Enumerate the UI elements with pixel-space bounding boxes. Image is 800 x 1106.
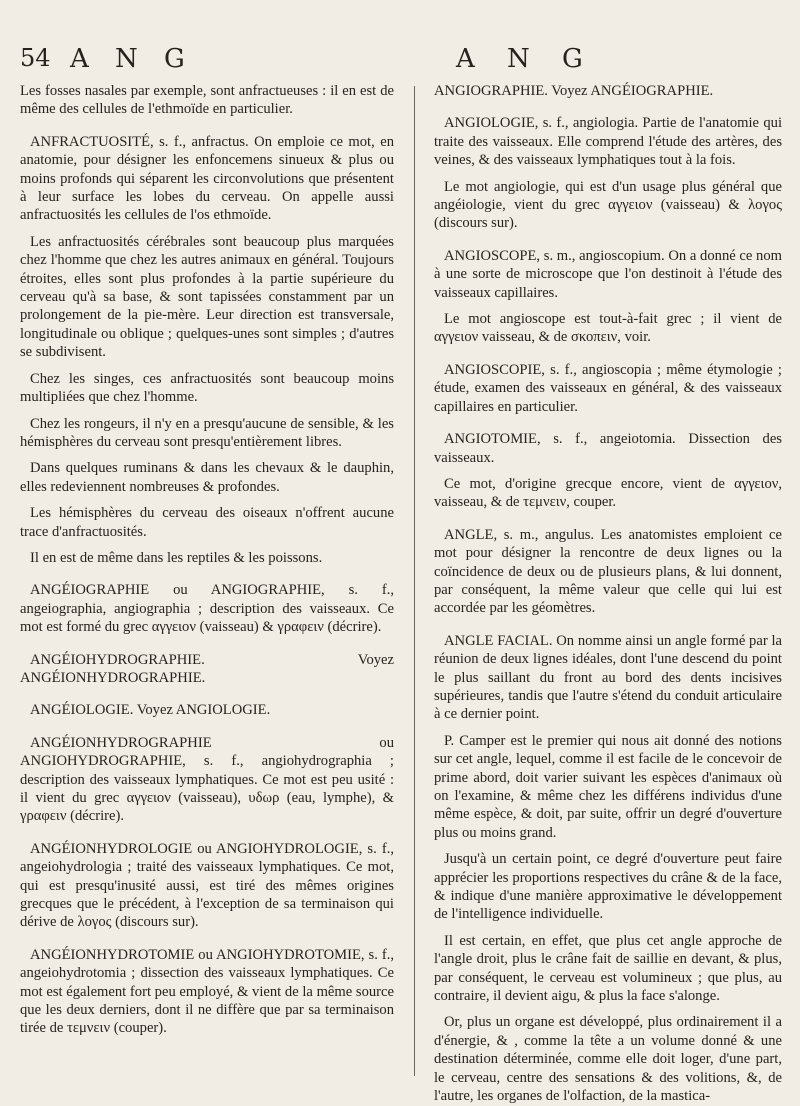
entry-angiologie: ANGIOLOGIE, s. f., angiologia. Partie de l'anatomie qui traite des vaisseaux. Elle comprend l'étude des artères, des veines, & des vaisseaux lymphatiques tout à la fois.: [434, 115, 782, 169]
entry-angeionhydrotomie: ANGÉIONHYDROTOMIE ou ANGIOHYDROTOMIE, s. f., angeiohydrotomia ; dissection des vaisseaux lymphatiques. Ce mot est également fort peu employé, & vient de la même source que les deux derniers, dont il ne diffère que par sa terminaison tirée de τεμνειν (couper).: [20, 946, 394, 1037]
left-paragraph-5: Chez les rongeurs, il n'y en a presqu'aucune de sensible, & les hémisphères du cerveau sont presqu'entièrement libres.: [20, 415, 394, 450]
entry-angeiohydrographie: ANGÉIOHYDROGRAPHIE. Voyez ANGÉIONHYDROGRAPHIE.: [20, 651, 394, 686]
right-paragraph-13: Il est certain, en effet, que plus cet angle approche de l'angle droit, plus le crâne fait de saillie en devant, & plus, par conséquent, le cerveau est volumineux ; que plus, au contraire, il devient aigu, & plus la face s'alonge.: [434, 932, 782, 1005]
running-head-right: A N G: [456, 44, 595, 74]
left-column: [20, 82, 394, 1082]
entry-angeionhydrographie: ANGÉIONHYDROGRAPHIE ou ANGIOHYDROGRAPHIE, s. f., angiohydrographia ; description des vaisseaux lymphatiques. Ce mot est peu usité : il vient du grec αγγειον (vaisseau), υδωρ (eau, lymphe), & γραφειν (décrire).: [20, 734, 394, 825]
entry-angle-facial: ANGLE FACIAL. On nomme ainsi un angle formé par la réunion de deux lignes idéales, dont l'une descend du point le plus saillant du front au bord des dents incisives supérieures, tandis que l'autre s'étend du conduit articulaire à ce dernier point.: [434, 632, 782, 723]
entry-angle: ANGLE, s. m., angulus. Les anatomistes emploient ce mot pour désigner la rencontre de deux lignes ou la coïncidence de deux ou de plusieurs plans, & lui donnent, par conséquent, la même valeur que celle qui lui est accordée par les géomètres.: [434, 526, 782, 617]
entry-angeiographie: ANGÉIOGRAPHIE ou ANGIOGRAPHIE, s. f., angeiographia, angiographia ; description des vaisseaux. Ce mot est formé du grec αγγειον (vaisseau) & γραφειν (décrire).: [20, 582, 394, 636]
right-paragraph-8: Ce mot, d'origine grecque encore, vient de αγγειον, vaisseau, & de τεμνειν, couper.: [434, 475, 782, 511]
left-paragraph-4: Chez les singes, ces anfractuosités sont beaucoup moins multipliées que chez l'homme.: [20, 370, 394, 406]
entry-angioscope: ANGIOSCOPE, s. m., angioscopium. On a donné ce nom à une sorte de microscope que l'on destinoit à l'étude des vaisseaux capillaires.: [434, 247, 782, 301]
right-paragraph-11: P. Camper est le premier qui nous ait donné des notions sur cet angle, lequel, comme il est facile de le concevoir de prime abord, doit varier suivant les espèces d'animaux où on l'examine, & même chez les différens individus d'une même espèce, & doit, par suite, offrir un degré d'ouverture plus ou moins grand.: [434, 732, 782, 841]
left-paragraph-1: Les fosses nasales par exemple, sont anfractueuses : il en est de même des cellules de l'ethmoïde en particulier.: [20, 83, 394, 118]
entry-anfractuosite: ANFRACTUOSITÉ, s. f., anfractus. On emploie ce mot, en anatomie, pour désigner les enfoncemens sinueux & plus ou moins profonds qui séparent les circonvolutions que présentent à leur surface les lobes du cerveau. On appelle aussi anfractuosités les cellules de l'os ethmoïde.: [20, 133, 394, 224]
left-paragraph-8: Il en est de même dans les reptiles & les poissons.: [30, 549, 323, 566]
left-paragraph-3: Les anfractuosités cérébrales sont beaucoup plus marquées chez l'homme que chez les autres animaux en général. Toujours étroites, elles sont plus profondes à la partie supérieure du cerveau qu'à sa base, & sont tapissées constamment par un prolongement de la pie-mère. Leur direction est transversale, longitudinale ou oblique ; quelques-unes sont simples ; d'autres se subdivisent.: [20, 233, 394, 361]
entry-angeionhydrologie: ANGÉIONHYDROLOGIE ou ANGIOHYDROLOGIE, s. f., angeiohydrologia ; traité des vaisseaux lymphatiques. Ce mot, qui est presqu'inusité aussi, est tiré des mêmes origines grecques que le précédent, à l'exception de sa terminaison qui dérive de λογος (discours sur).: [20, 840, 394, 931]
right-column: [434, 82, 782, 1105]
right-paragraph-3: Le mot angiologie, qui est d'un usage plus général que angéiologie, vient du grec αγγειον (vaisseau) & λογος (discours sur).: [434, 178, 782, 232]
left-paragraph-6: Dans quelques ruminans & dans les chevaux & le dauphin, elles redeviennent nombreuses & profondes.: [20, 460, 394, 495]
entry-angioscopie: ANGIOSCOPIE, s. f., angioscopia ; même étymologie ; étude, examen des vaisseaux en général, & des vaisseaux capillaires en particulier.: [434, 361, 782, 415]
column-divider: [414, 86, 415, 1076]
page-number: 54: [20, 44, 51, 72]
entry-angeiologie: ANGÉIOLOGIE. Voyez ANGIOLOGIE.: [30, 702, 271, 719]
entry-angiographie: ANGIOGRAPHIE. Voyez ANGÉIOGRAPHIE.: [434, 83, 714, 99]
entry-angiotomie: ANGIOTOMIE, s. f., angeiotomia. Dissection des vaisseaux.: [434, 431, 782, 466]
right-paragraph-5: Le mot angioscope est tout-à-fait grec ; il vient de αγγειον vaisseau, & de σκοπειν, voir.: [434, 311, 782, 346]
running-head-left: A N G: [70, 44, 194, 74]
left-paragraph-7: Les hémisphères du cerveau des oiseaux n'offrent aucune trace d'anfractuosités.: [20, 505, 394, 540]
right-paragraph-14: Or, plus un organe est développé, plus ordinairement il a d'énergie, & , comme la tête a un volume donné & une destination déterminée, comme elle doit loger, d'une part, le cerveau, centre des sensations & des volitions, &, de l'autre, les organes de l'olfaction, de la mastica-: [434, 1014, 782, 1105]
right-paragraph-12: Jusqu'à un certain point, ce degré d'ouverture peut faire apprécier les proportions respectives du crâne & de la face, & indique d'une manière approximative le développement de l'intelligence individuelle.: [434, 851, 782, 923]
